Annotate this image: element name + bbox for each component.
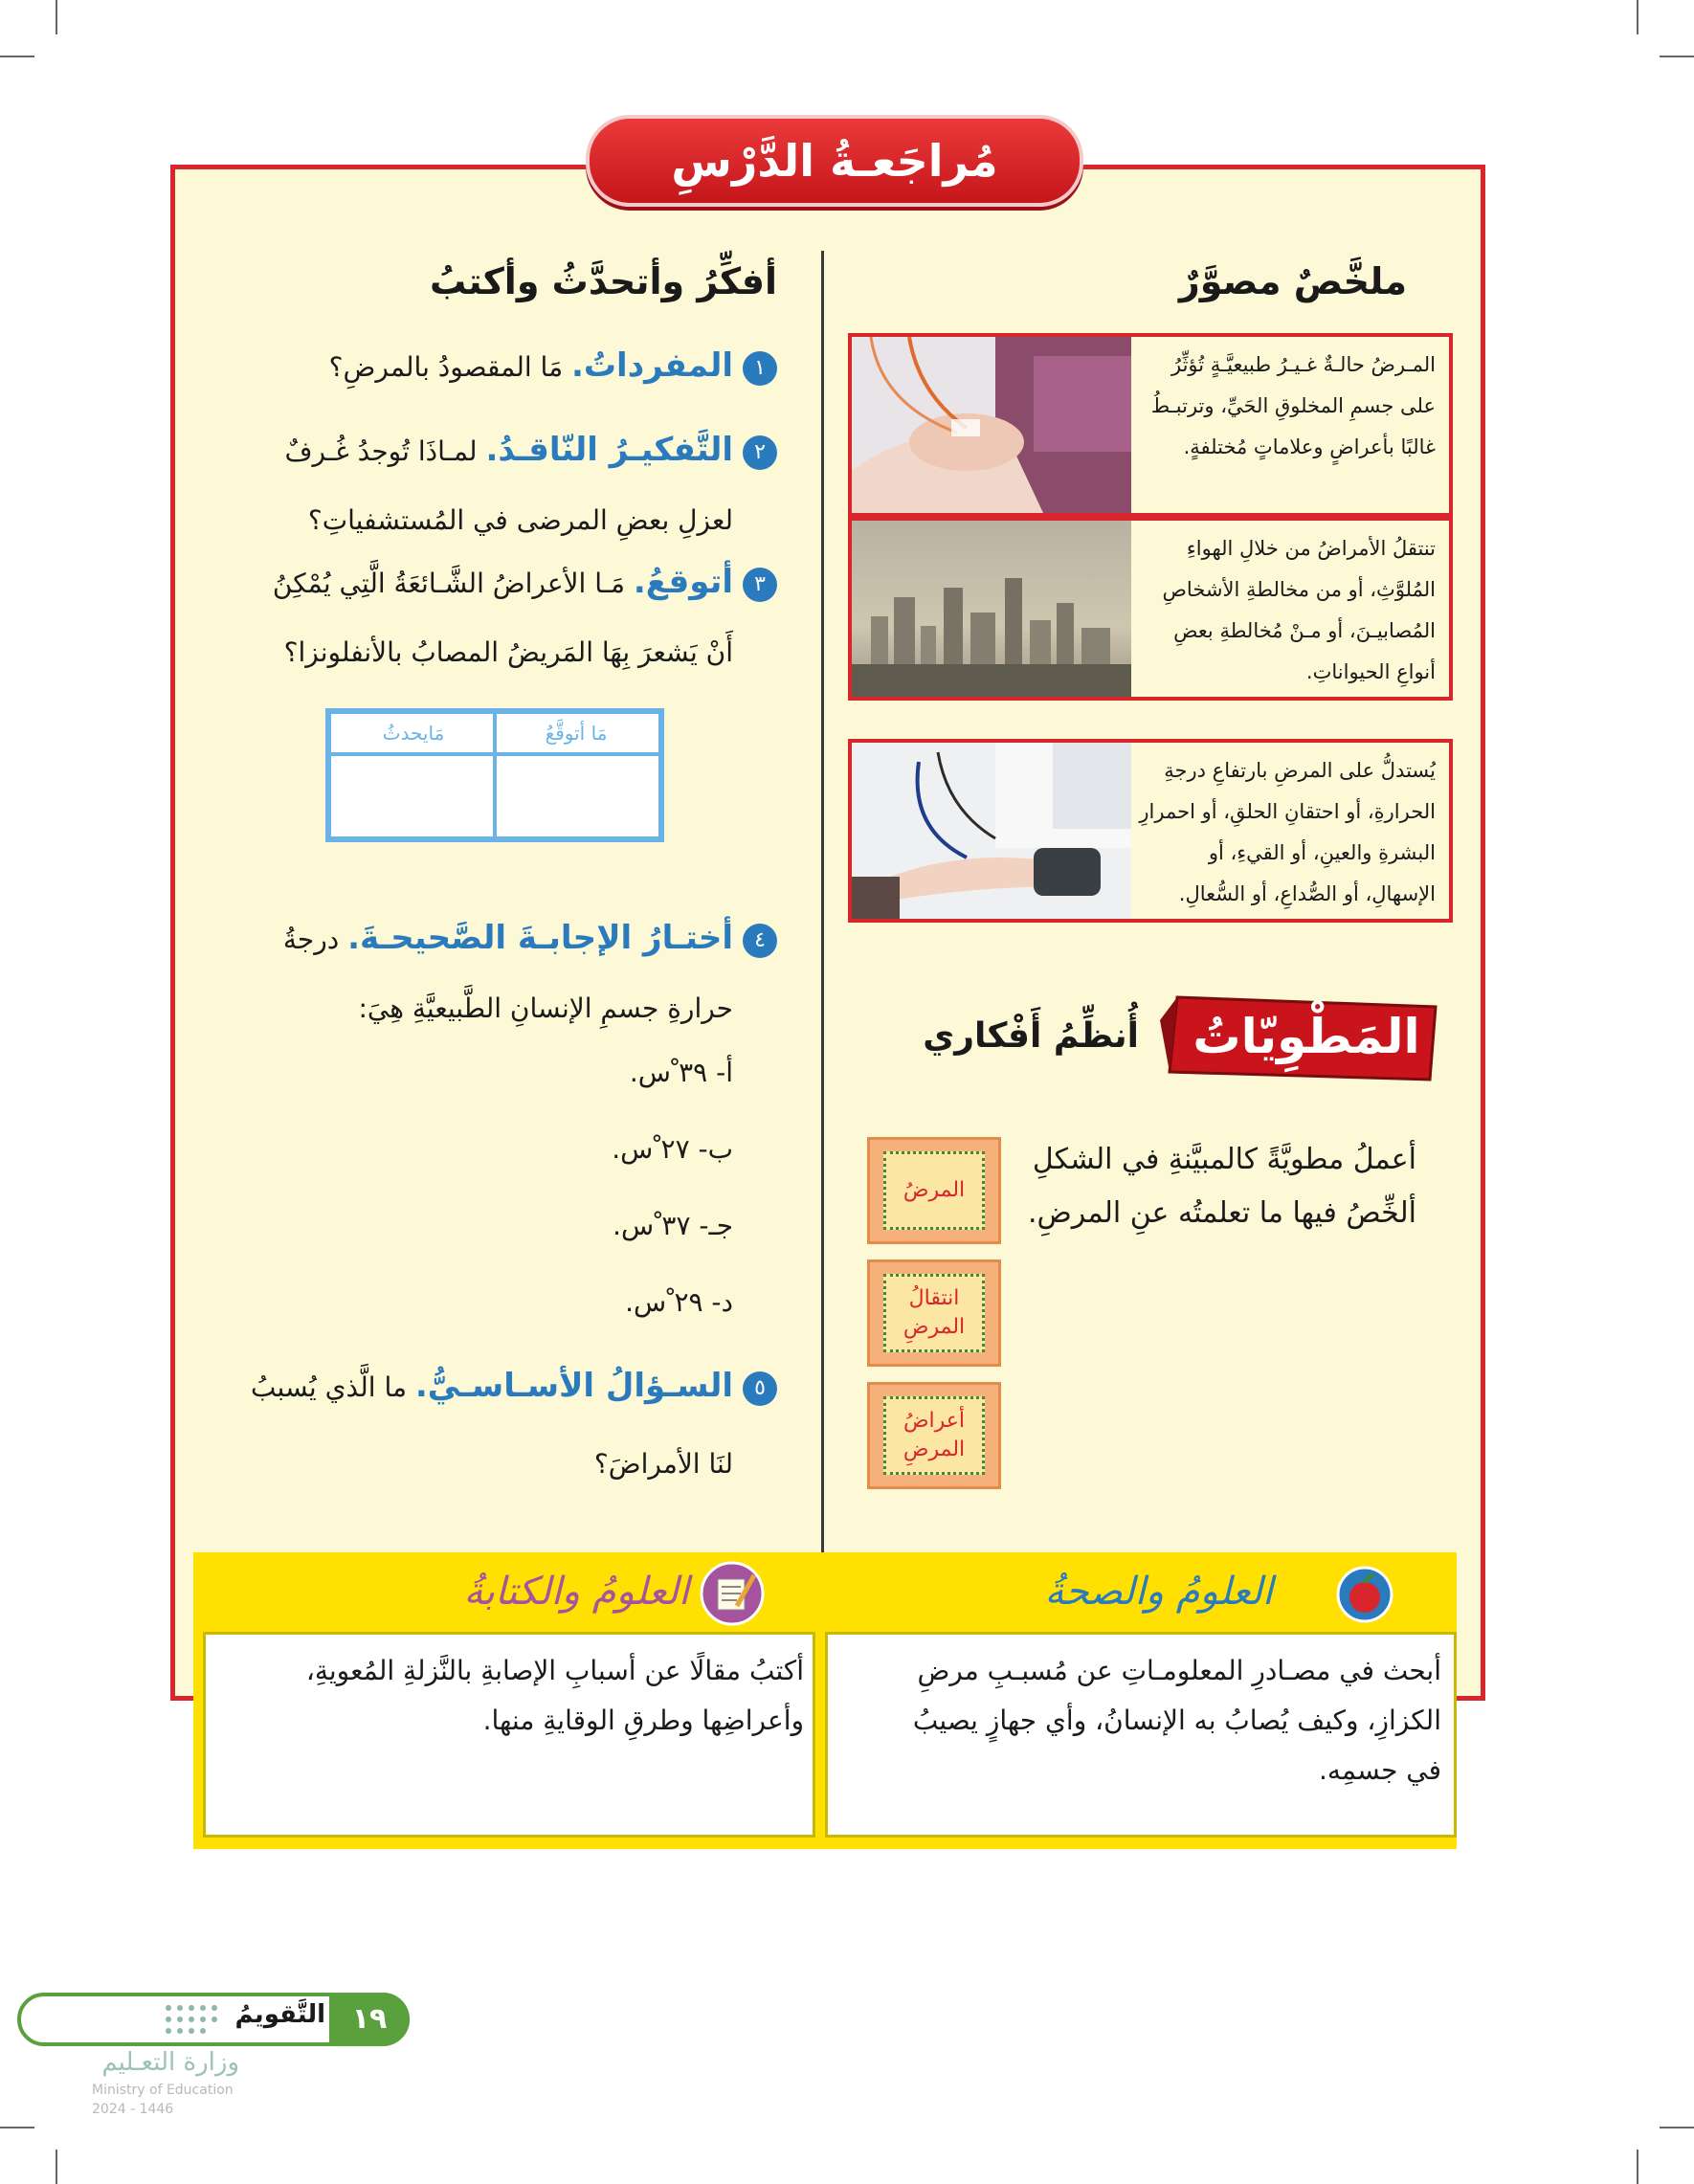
science-writing-text	[211, 1646, 804, 1746]
crop-mark	[0, 2127, 34, 2128]
question-text-line2: حرارةِ جسمِ الإنسانِ الطَّبيعيَّةِ هِيَ:	[358, 992, 733, 1024]
question-key: المفرداتُ.	[570, 346, 733, 385]
page-number: ١٩	[329, 1993, 410, 2046]
question-text-line2: لعزلِ بعضِ المرضى في المُستشفياتِ؟	[307, 504, 733, 536]
fold-card-label: المرضُ	[883, 1151, 985, 1230]
science-health-line: أبحث في مصـادرِ المعلومـاتِ عن مُسبـبِ مرضِ	[917, 1655, 1441, 1686]
foldables-logo-text: المَطْوِيّاتُ	[1192, 1009, 1420, 1064]
foldables-logo	[1158, 992, 1445, 1087]
fold-card-label: أعراضُ المرضِ	[883, 1396, 985, 1475]
prediction-table[interactable]	[325, 708, 664, 842]
question-1	[203, 346, 777, 386]
answer-option-b[interactable]: ب- ٢٧ ْس.	[612, 1133, 733, 1165]
question-2	[203, 415, 777, 555]
summary-row	[848, 333, 1453, 517]
dots-pattern-icon	[163, 2002, 218, 2044]
science-health-title: العلومُ والصحةُ	[1044, 1570, 1273, 1614]
crop-mark	[1660, 2127, 1694, 2128]
polluted-city-image	[852, 521, 1131, 697]
question-key: التَّفكيـرُ النّاقـدُ.	[485, 431, 733, 469]
question-text: مَـا الأعراضُ الشَّـائعَةُ الَّتِي يُمْكِنُ	[272, 568, 634, 599]
crop-mark	[56, 0, 57, 34]
question-number: ٣	[743, 568, 777, 602]
crop-mark	[1637, 0, 1638, 34]
question-number: ١	[743, 351, 777, 386]
table-divider	[493, 714, 497, 836]
question-3	[203, 547, 777, 687]
iv-drip-hand-image	[852, 337, 1131, 513]
question-text: درجةُ	[282, 924, 348, 955]
summary-text: تنتقلُ الأمراضُ من خلالِ الهواءِ المُلوَّثِ، أو من مخالطةِ الأشخاصِ المُصابيـنَ، أو مـنْ مُخالطةِ بعضِ أنواعِ الحيواناتِ.	[1162, 537, 1436, 683]
question-key: أتوقعُ.	[633, 563, 733, 601]
fold-card-label: انتقالُ المرضِ	[883, 1274, 985, 1352]
summary-text: المـرضُ حالـةٌ غـيـرُ طبيعيَّـةٍ تُؤثِّرُ على جسمِ المخلوقِ الحَيِّ، وترتبـطُ غالبًا بأعراضٍ وعلاماتٍ مُختلفةٍ.	[1150, 353, 1436, 458]
column-divider	[821, 251, 824, 1562]
question-number: ٤	[743, 924, 777, 958]
fold-card	[867, 1137, 1001, 1244]
footer-year: 2024 - 1446	[92, 2102, 174, 2117]
crop-mark	[56, 2150, 57, 2184]
science-writing-line: أكتبُ مقالًا عن أسبابِ الإصابةِ بالنَّزلةِ المُعويةِ،	[305, 1655, 804, 1686]
question-key: أختـارُ الإجابـةَ الصَّحيحـةَ.	[347, 919, 733, 957]
instruction-line: ألخِّصُ فيها ما تعلمتُه عنِ المرضِ.	[1028, 1196, 1416, 1230]
questions-heading: أفكِّرُ وأتحدَّثُ وأكتبُ	[429, 260, 777, 302]
pencil-paper-icon	[699, 1560, 766, 1627]
summary-row	[848, 517, 1453, 701]
question-text: ما الَّذي يُسببُ	[251, 1371, 415, 1403]
picture-summary-heading: ملخَّصٌ مصوَّرٌ	[1178, 260, 1407, 302]
answer-option-d[interactable]: د- ٢٩ ْس.	[625, 1286, 733, 1318]
summary-row	[848, 739, 1453, 923]
question-text-line2: أَنْ يَشعرَ بِهَا المَريضُ المصابُ بالأنفلونزا؟	[283, 636, 733, 668]
fold-card	[867, 1259, 1001, 1367]
science-writing-title: العلومُ والكتابةُ	[463, 1570, 689, 1614]
answer-option-c[interactable]: جـ- ٣٧ ْس.	[613, 1210, 733, 1241]
science-health-text	[838, 1646, 1441, 1795]
lesson-review-title: مُراجَعـةُ الدَّرْسِ	[586, 115, 1083, 207]
crop-mark	[1660, 56, 1694, 57]
question-number: ٢	[743, 435, 777, 470]
ministry-logo-arabic: وزارة التعـليم	[101, 2048, 239, 2077]
question-4	[203, 903, 777, 1043]
question-5	[203, 1348, 777, 1503]
table-header-predict: مَا أتوقَّعُ	[494, 714, 658, 756]
footer-section-label: التَّقويمُ	[234, 2000, 325, 2029]
question-text-line2: لنَا الأمراضَ؟	[593, 1448, 733, 1480]
science-health-line: الكزازِ، وكيف يُصابُ به الإنسانُ، وأي جهازٍ يصيبُ	[912, 1705, 1441, 1736]
blood-pressure-image	[852, 743, 1131, 919]
question-text: مَا المقصودُ بالمرضِ؟	[328, 351, 571, 383]
answer-option-a[interactable]: أ- ٣٩ ْس.	[629, 1057, 733, 1088]
table-header-happens: مَايحدثُ	[331, 714, 496, 756]
question-text: لمـاذَا تُوجدُ غُـرفٌ	[284, 435, 486, 467]
ministry-logo-english: Ministry of Education	[92, 2083, 234, 2098]
crop-mark	[1637, 2150, 1638, 2184]
summary-text: يُستدلُّ على المرضِ بارتفاعِ درجةِ الحرارةِ، أو احتقانِ الحلقِ، أو احمرارِ البشرةِ والعينِ، أو القيءِ، أو الإسهالِ، أو الصُّداعِ، أو السُّعالِ.	[1139, 759, 1436, 905]
foldables-heading: أُنظِّمُ أَفْكاري	[923, 1016, 1139, 1056]
question-number: ٥	[743, 1371, 777, 1406]
instruction-line: أعملُ مطويَّةً كالمبيَّنةِ في الشكلِ	[1032, 1143, 1416, 1176]
fold-card	[867, 1382, 1001, 1489]
apple-icon	[1336, 1566, 1393, 1623]
science-health-line: في جسمِه.	[1318, 1754, 1441, 1786]
crop-mark	[0, 56, 34, 57]
science-writing-line: وأعراضِها وطرقِ الوقايةِ منها.	[482, 1705, 804, 1736]
question-key: السـؤالُ الأسـاسـيُّ.	[414, 1367, 733, 1405]
